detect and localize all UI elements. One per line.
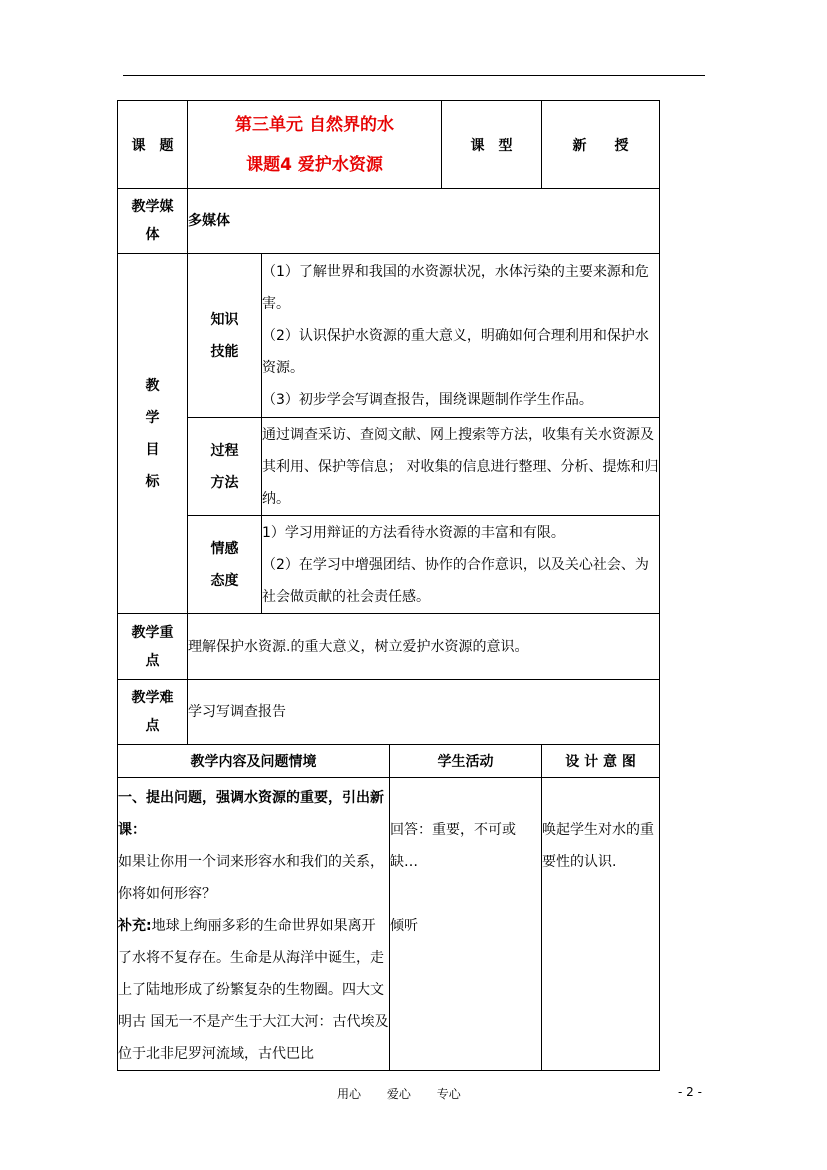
section-question: 如果让你用一个词来形容水和我们的关系，你将如何形容？ [118,854,384,902]
activity-answer: 回答：重要，不可或缺… [390,822,516,870]
footer-motto: 用心 爱心 专心 [337,1087,461,1101]
section-heading: 一、提出问题，强调水资源的重要，引出新课： [118,790,384,838]
page-number: - 2 - [678,1085,702,1099]
emotion-item: （2）在学习中增强团结、协作的合作意识，以及关心社会、为社会做贡献的社会责任感。 [262,556,649,605]
knowledge-item: （2）认识保护水资源的重大意义，明确如何合理利用和保护水资源。 [262,327,649,376]
knowledge-item: （3）初步学会写调查报告，围绕课题制作学生作品。 [262,391,593,408]
emotion-text [262,516,660,614]
knowledge-item: （1）了解世界和我国的水资源状况，水体污染的主要来源和危害。 [262,263,649,312]
lesson-title [188,101,442,189]
supplement-label: 补充: [118,918,152,934]
student-activity [390,778,542,1071]
activity-listen: 倾听 [390,918,418,934]
type-value: 新 授 [542,101,660,189]
process-text: 通过调查采访、查阅文献、网上搜索等方法，收集有关水资源及其利用、保护等信息； 对收集的信息进行整理、分析、提炼和归纳。 [262,418,660,516]
column-intent: 设 计 意 图 [542,745,660,778]
section-supplement [118,910,389,1070]
objectives-label: 教 学 目 标 [118,254,188,614]
media-value: 多媒体 [188,189,660,254]
difficulty-value: 学习写调查报告 [188,680,660,745]
process-label: 过程 方法 [188,418,262,516]
supplement-text: 地球上绚丽多彩的生命世界如果离开了水将不复存在。生命是从海洋中诞生，走上了陆地形成了纷繁复杂的生物圈。四大文明古 国无一不是产生于大江大河：古代埃及位于北非尼罗河流域，古代巴比 [118,918,389,1062]
knowledge-text [262,254,660,418]
column-activity: 学生活动 [390,745,542,778]
section-row [118,778,660,1071]
column-header-row [118,745,660,778]
lesson-plan-table [117,100,660,1071]
emotion-label: 情感 态度 [188,516,262,614]
section-content [118,778,390,1071]
type-label: 课 型 [442,101,542,189]
media-label: 教学媒 体 [118,189,188,254]
emotion-item: 1）学习用辩证的方法看待水资源的丰富和有限。 [262,524,565,541]
objective-emotion-row [118,516,660,614]
media-row [118,189,660,254]
title-row [118,101,660,189]
key-point-row [118,614,660,680]
unit-title: 第三单元 自然界的水 [235,114,394,135]
objective-process-row [118,418,660,516]
column-content: 教学内容及问题情境 [118,745,390,778]
objective-knowledge-row [118,254,660,418]
key-point-value: 理解保护水资源.的重大意义，树立爱护水资源的意识。 [188,614,660,680]
design-intent: 唤起学生对水的重要性的认识. [542,778,660,1071]
knowledge-label: 知识 技能 [188,254,262,418]
topic-title: 课题4 爱护水资源 [246,154,383,175]
course-label: 课 题 [118,101,188,189]
key-point-label: 教学重 点 [118,614,188,680]
difficulty-row [118,680,660,745]
header-rule [123,75,705,76]
difficulty-label: 教学难 点 [118,680,188,745]
